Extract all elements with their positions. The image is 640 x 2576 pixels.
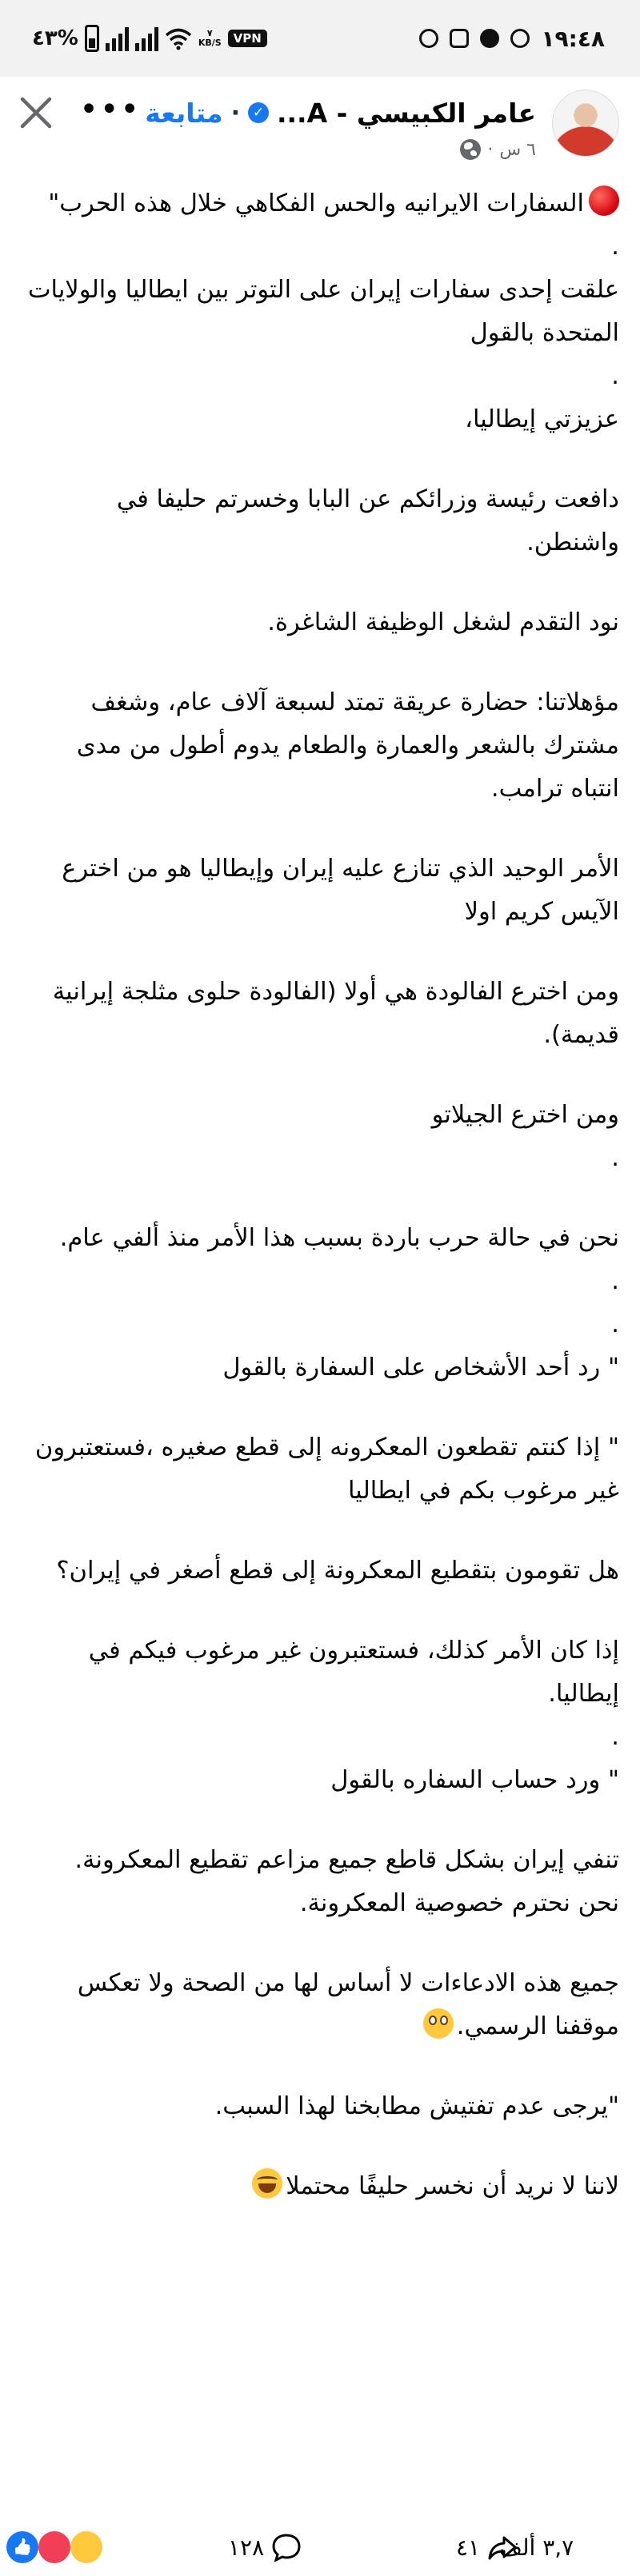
more-options-icon[interactable]: ••• [79,91,141,128]
post-paragraph: " ورد حساب السفاره بالقول [330,1766,619,1794]
globe-icon [460,139,481,160]
like-reaction-icon [6,2531,38,2563]
notification-app-icon [419,29,438,48]
network-speed-unit: KB/S [198,38,222,48]
reactions-count-text: ٣,٧ ألف [499,2534,574,2561]
post-paragraph: ومن اخترع الفالودة هي أولا (الفالودة حلوى مثلجة إيرانية قديمة). [52,978,619,1049]
author-name[interactable]: عامر الكبيسي - A... [276,97,536,129]
close-icon[interactable] [18,94,54,131]
messenger-icon [480,29,499,48]
comment-icon [270,2531,302,2563]
post-paragraph: . [611,1267,619,1295]
post-paragraph: . [611,1310,619,1338]
post-paragraph: السفارات الايرانيه والحس الفكاهي خلال هذه الحرب" [27,182,619,225]
wifi-icon [165,26,192,50]
love-reaction-icon [38,2531,70,2563]
instagram-icon [450,29,469,48]
post-paragraph: تنفي إيران بشكل قاطع جميع مزاعم تقطيع المعكرونة. نحن نحترم خصوصية المعكرونة. [74,1846,619,1917]
follow-button[interactable]: متابعة [145,97,223,129]
network-speed [198,29,222,48]
haha-reaction-icon [70,2531,102,2563]
post-paragraph: عزيزتي إيطاليا، [465,405,619,433]
flushed-face-emoji [423,2008,454,2039]
vpn-badge: VPN [228,30,267,47]
post-paragraph: . [611,1144,619,1172]
author-line [145,94,536,131]
battery-icon [85,25,99,52]
clock: ١٩:٤٨ [541,25,605,52]
whatsapp-icon [510,29,530,48]
post-header [0,77,640,173]
network-speed-value: ٧ [206,28,213,38]
comment-button[interactable] [228,2530,302,2565]
share-icon [486,2531,518,2563]
post-paragraph: نود التقدم لشغل الوظيفة الشاغرة. [267,608,619,636]
post-paragraph: علقت إحدى سفارات إيران على التوتر بين ايطاليا والولايات المتحدة بالقول [27,276,619,347]
verified-badge-icon: ✓ [248,102,269,123]
laughing-face-emoji [252,2168,282,2199]
post-paragraph: . [611,233,619,261]
battery-percent: ٤٣% [32,26,78,50]
post-paragraph: نحن في حالة حرب باردة بسبب هذا الأمر منذ ألفي عام. [59,1224,619,1252]
signal-secondary-icon [135,26,158,51]
avatar[interactable] [552,90,619,157]
post-paragraph: " رد أحد الأشخاص على السفارة بالقول [222,1354,619,1382]
comments-count: ١٢٨ [228,2534,265,2561]
post-paragraph: . [611,362,619,390]
post-paragraph: " إذا كنتم تقطعون المعكرونه إلى قطع صغيره ،فستعتبرون غير مرغوب بكم في ايطاليا [34,1434,619,1505]
status-notifications [419,22,605,54]
share-button[interactable] [456,2530,518,2565]
post-paragraph: مؤهلاتنا: حضارة عريقة تمتد لسبعة آلاف عام، وشغف مشترك بالشعر والعمارة والطعام يدوم أطول من مدى انتباه ترامب. [76,688,619,803]
post-time[interactable]: ٦ س [499,139,536,160]
separator-dot: · [487,139,494,160]
shares-count: ٤١ [456,2534,481,2561]
separator-dot: · [230,98,240,127]
post-paragraph: هل تقومون بتقطيع المعكرونة إلى قطع أصغر في إيران؟ [56,1557,619,1585]
post-paragraph: جميع هذه الادعاءات لا أساس لها من الصحة ولا تعكس موقفنا الرسمي. [77,1969,619,2040]
status-indicators [32,22,267,54]
post-paragraph: "يرجى عدم تفتيش مطابخنا لهذا السبب. [214,2092,619,2120]
status-bar [0,0,640,77]
post-action-bar [0,2518,640,2576]
post-paragraph: . [611,1723,619,1751]
reaction-icons[interactable] [6,2530,102,2565]
post-paragraph: ومن اخترع الجيلاتو [431,1101,619,1129]
signal-icon [106,26,129,51]
post-paragraph: دافعت رئيسة وزرائكم عن البابا وخسرتم حليفا في واشنطن. [116,485,619,556]
post-paragraph: الأمر الوحيد الذي تنازع عليه إيران وإيطاليا هو من اخترع الآيس كريم اولا [62,855,619,926]
post-text [27,182,619,2208]
red-circle-emoji [589,185,619,216]
post-paragraph: لاننا لا نريد أن نخسر حليفًا محتملا [27,2165,619,2208]
post-paragraph: إذا كان الأمر كذلك، فستعتبرون غير مرغوب فيكم في إيطاليا. [88,1637,619,1708]
post-meta [460,138,536,161]
